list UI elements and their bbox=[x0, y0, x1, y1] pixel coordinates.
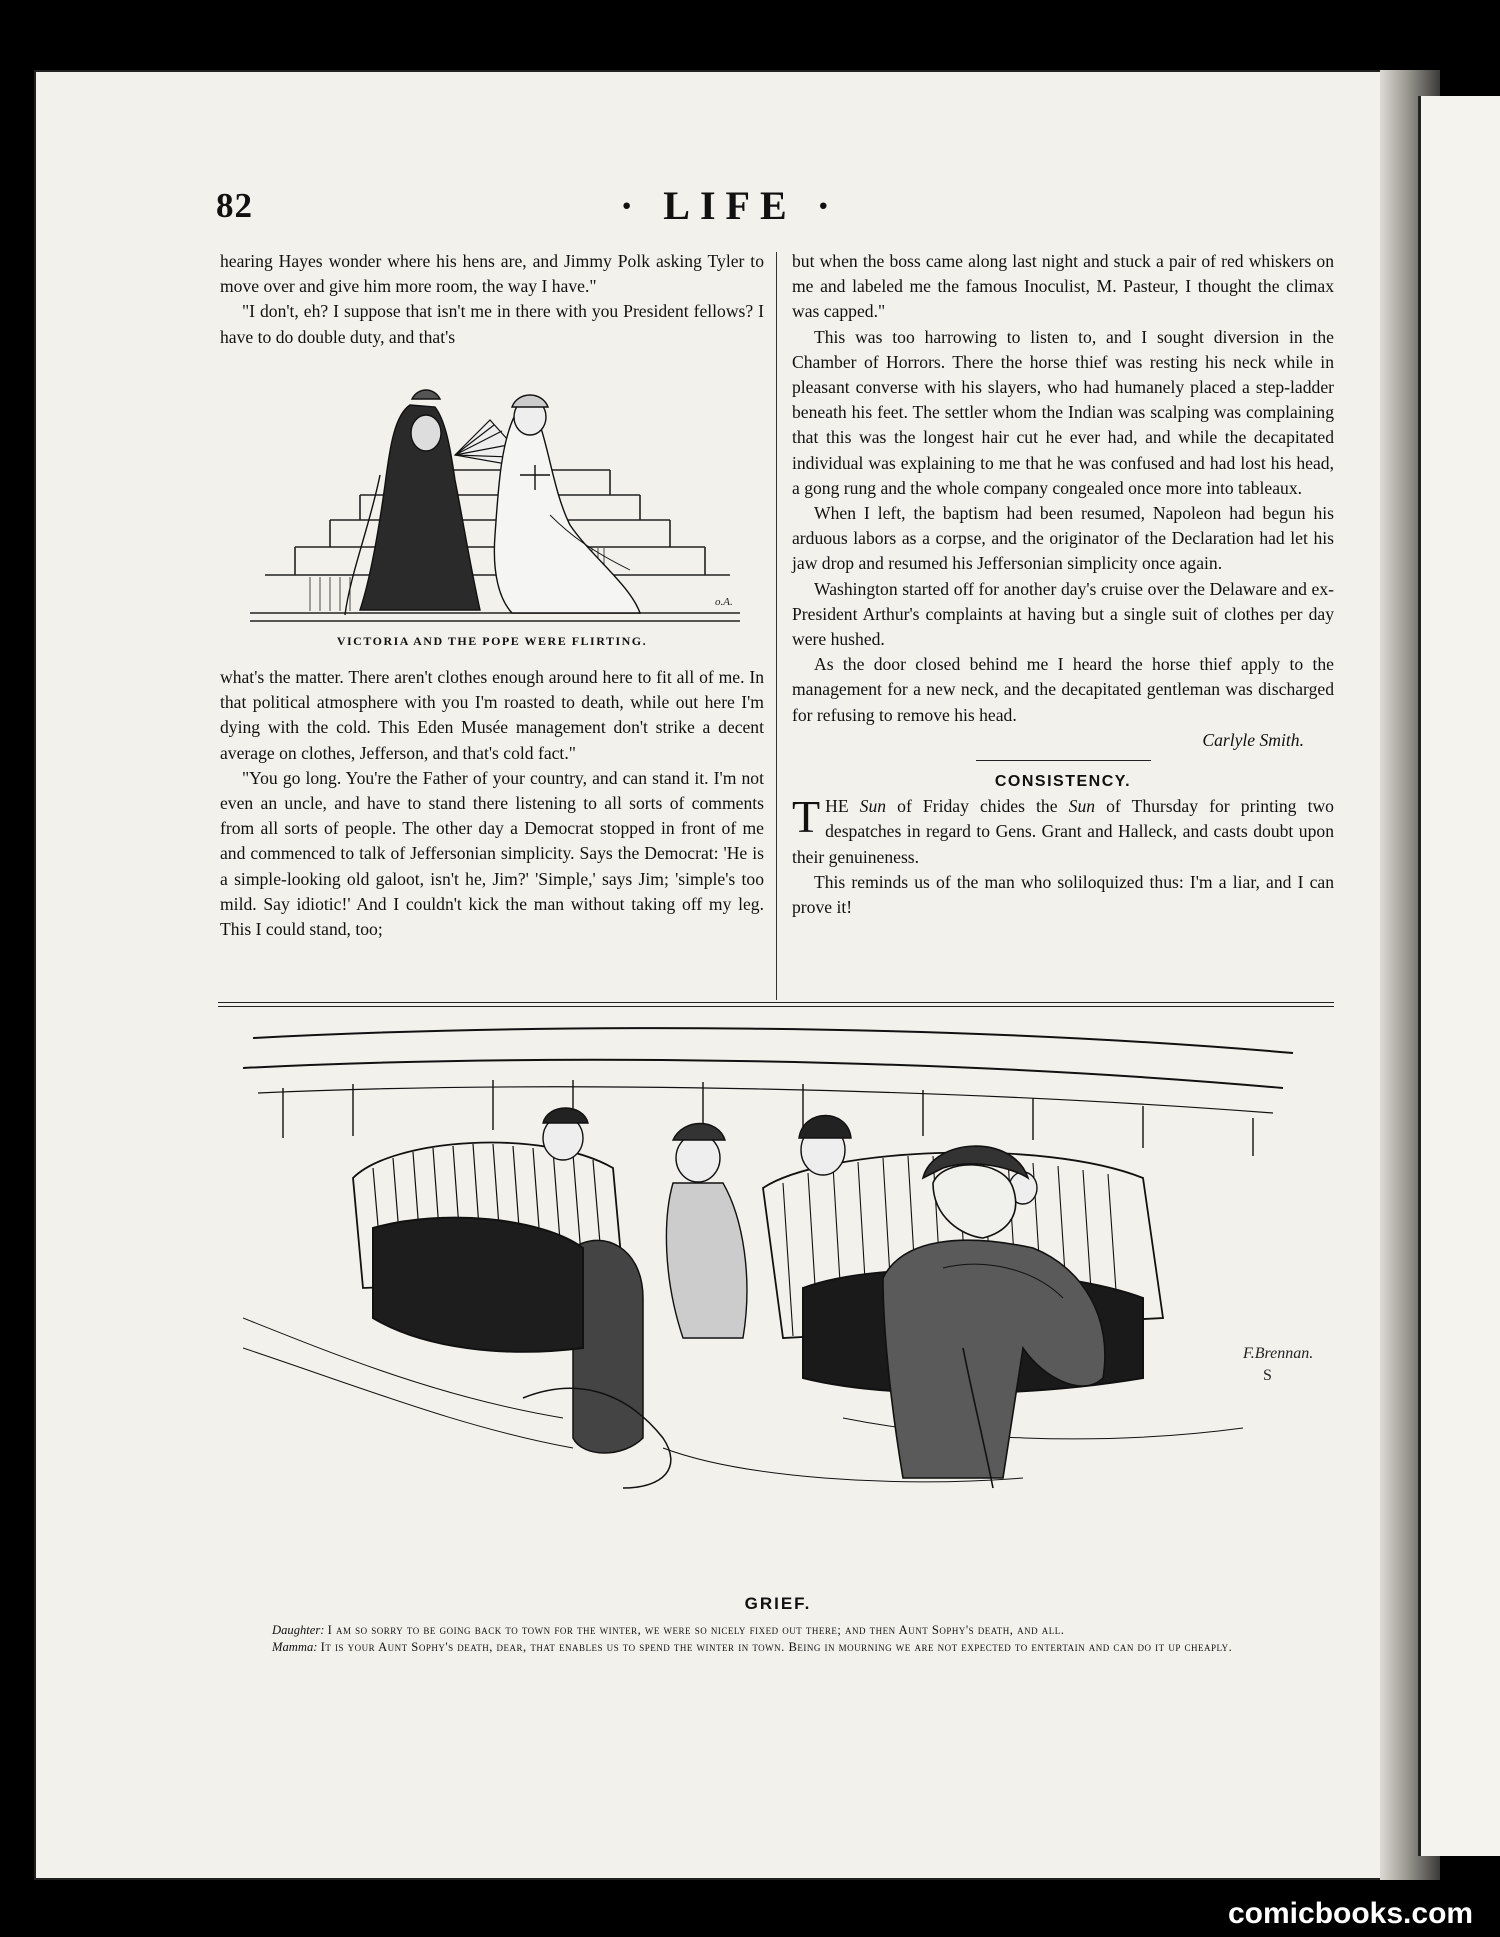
author-signature: Carlyle Smith. bbox=[1202, 729, 1304, 750]
page-number: 82 bbox=[216, 186, 253, 225]
paragraph: As the door closed behind me I heard the horse thief apply to the management for a new neck, and the decapitated gentleman was discharged for refusing to remove his head. bbox=[792, 654, 1334, 725]
cartoon-dialog bbox=[220, 1622, 1336, 1656]
section-heading: CONSISTENCY. bbox=[994, 773, 1132, 791]
grief-illustration bbox=[243, 1018, 1343, 1518]
column1-bottom bbox=[220, 665, 764, 942]
paragraph: When I left, the baptism had been resumed, Napoleon had begun his arduous labors as a corpse, and the originator of the Declaration had let his jaw drop and resumed his Jeffersonian simplicity once again. bbox=[792, 503, 1334, 574]
paragraph: "I don't, eh? I suppose that isn't me in there with you President fellows? I have to do double duty, and that's bbox=[220, 301, 764, 347]
column1-top bbox=[220, 249, 764, 350]
paragraph: Washington started off for another day's cruise over the Delaware and ex-President Arthur's complaints at having but a single suit of clothes per day were hushed. bbox=[792, 578, 1334, 650]
column-divider bbox=[776, 252, 777, 1000]
paragraph: but when the boss came along last night and stuck a pair of red whiskers on me and labeled me the famous Inoculist, M. Pasteur, I thought the climax was capped." bbox=[792, 251, 1334, 322]
text-run: of Thursday for printing two despatches in regard to Gens. Grant and Halleck, and casts doubt upon their genuineness. bbox=[792, 796, 1334, 867]
drop-cap: T bbox=[792, 791, 821, 843]
dialog-text: I am so sorry to be going back to town for the winter, we were so nicely fixed out there; and then Aunt Sophy's death, and all. bbox=[327, 1623, 1065, 1637]
dialog-line bbox=[220, 1639, 1336, 1656]
speaker-label: Mamma: bbox=[272, 1640, 318, 1654]
newspaper-name: Sun bbox=[1068, 796, 1096, 817]
cartoon-title: GRIEF. bbox=[744, 1594, 812, 1613]
dialog-line bbox=[220, 1622, 1336, 1639]
illustration-caption: VICTORIA AND THE POPE WERE FLIRTING. bbox=[336, 634, 648, 648]
svg-text:F.Brennan.: F.Brennan. bbox=[1243, 1345, 1314, 1362]
svg-text:S: S bbox=[1263, 1367, 1272, 1384]
dialog-text: It is your Aunt Sophy's death, dear, that enables us to spend the winter in town. Being in mourning we are not expected to entertain and can do it up cheaply. bbox=[320, 1640, 1233, 1654]
speaker-label: Daughter: bbox=[272, 1623, 325, 1637]
victoria-pope-illustration bbox=[250, 385, 740, 623]
paragraph: "You go long. You're the Father of your country, and can stand it. I'm not even an uncle, and have to stand there listening to all sorts of comments from all sorts of people. The other day a Democrat stopped in front of me and commenced to talk of Jeffersonian simplicity. Says the Democrat: 'He is a simple-looking old galoot, isn't he, Jim?' 'Simple,' says Jim; 'simple's too mild. Say idiotic!' And I couldn't kick the man without taking off my leg. This I could stand, too; bbox=[220, 767, 764, 940]
facing-page-edge bbox=[1418, 96, 1500, 1856]
column2 bbox=[792, 249, 1334, 920]
section-rule bbox=[976, 760, 1151, 761]
masthead-title: · LIFE · bbox=[619, 183, 841, 228]
text-run: of Friday chides the bbox=[886, 796, 1069, 817]
text-run: HE bbox=[825, 796, 860, 817]
paragraph: This reminds us of the man who soliloquized thus: I'm a liar, and I can prove it! bbox=[792, 871, 1334, 918]
paragraph: This was too harrowing to listen to, and I sought diversion in the Chamber of Horrors. There the horse thief was resting his neck while in pleasant converse with his slayers, who had humanely placed a step-ladder beneath his feet. The settler whom the Indian was scalping was complaining that this was the longest hair cut he ever had, and while the decapitated individual was explaining to me that he was confused and had lost his head, a gong rung and the whole company congealed once more into tableaux. bbox=[792, 326, 1334, 498]
paragraph: hearing Hayes wonder where his hens are, and Jimmy Polk asking Tyler to move over and give him more room, the way I have." bbox=[220, 251, 764, 297]
paragraph bbox=[792, 791, 1334, 870]
watermark: comicbooks.com bbox=[1228, 1897, 1474, 1930]
section-divider bbox=[218, 1002, 1334, 1007]
paragraph: what's the matter. There aren't clothes enough around here to fit all of me. In that political atmosphere with you I'm roasted to death, while out here I'm dying with the cold. This Eden Musée management don't strike a decent average on clothes, Jefferson, and that's cold fact." bbox=[220, 667, 764, 763]
svg-text:o.A.: o.A. bbox=[715, 596, 733, 608]
newspaper-name: Sun bbox=[859, 796, 887, 817]
